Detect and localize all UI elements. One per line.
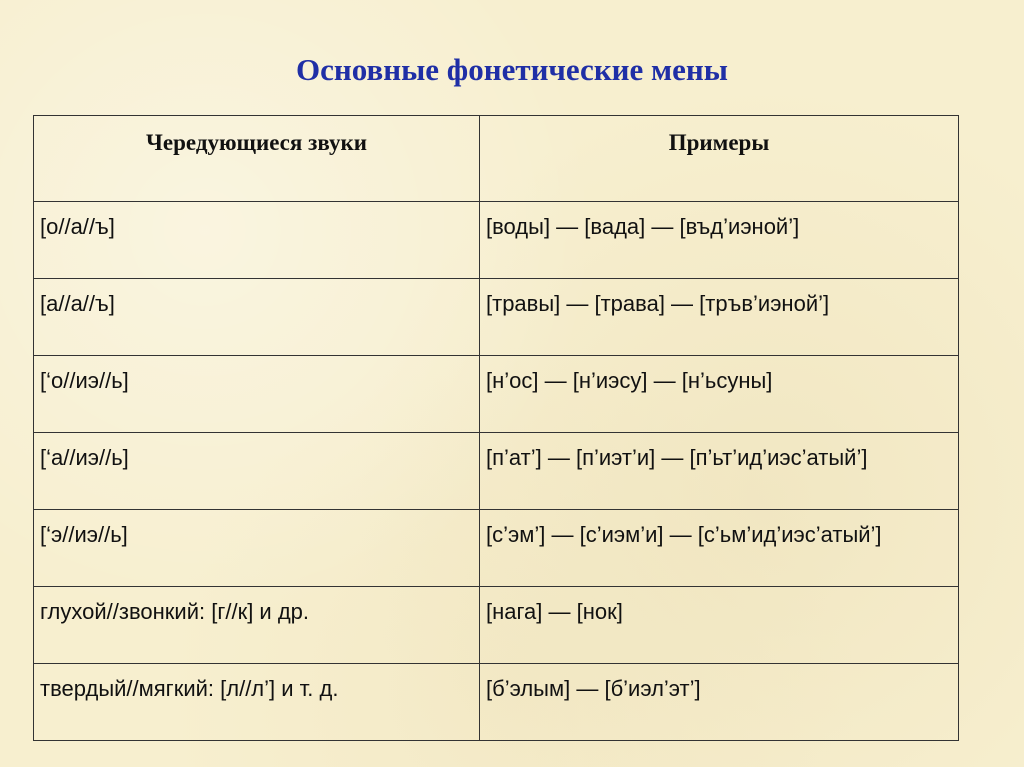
header-sounds: Чередующиеся звуки <box>34 116 480 202</box>
sounds-cell: [‘а//иэ//ь] <box>34 433 480 510</box>
examples-cell: [нага] — [нок] <box>480 587 959 664</box>
examples-cell: [б’элым] — [б’иэл’эт’] <box>480 664 959 741</box>
examples-cell: [н’ос] — [н’иэсу] — [н’ьсуны] <box>480 356 959 433</box>
sounds-cell: [‘э//иэ//ь] <box>34 510 480 587</box>
sounds-cell: [о//а//ъ] <box>34 202 480 279</box>
slide-title: Основные фонетические мены <box>296 52 728 87</box>
sounds-cell: глухой//звонкий: [г//к] и др. <box>34 587 480 664</box>
examples-cell: [травы] — [трава] — [тръв’иэной’] <box>480 279 959 356</box>
table-row <box>34 202 959 279</box>
examples-cell: [п’ат’] — [п’иэт’и] — [п’ьт’ид’иэс’атый’] <box>480 433 959 510</box>
table-row <box>34 433 959 510</box>
table-row <box>34 356 959 433</box>
examples-cell: [воды] — [вада] — [въд’иэной’] <box>480 202 959 279</box>
table-row <box>34 587 959 664</box>
sounds-cell: [а//а//ъ] <box>34 279 480 356</box>
examples-cell: [с’эм’] — [с’иэм’и] — [с’ьм’ид’иэс’атый’] <box>480 510 959 587</box>
sounds-cell: твердый//мягкий: [л//л’] и т. д. <box>34 664 480 741</box>
header-examples: Примеры <box>480 116 959 202</box>
sounds-cell: [‘о//иэ//ь] <box>34 356 480 433</box>
table-row <box>34 510 959 587</box>
phonetic-alternations-table <box>33 115 959 741</box>
table-header-row <box>34 116 959 202</box>
table-row <box>34 664 959 741</box>
table-row <box>34 279 959 356</box>
